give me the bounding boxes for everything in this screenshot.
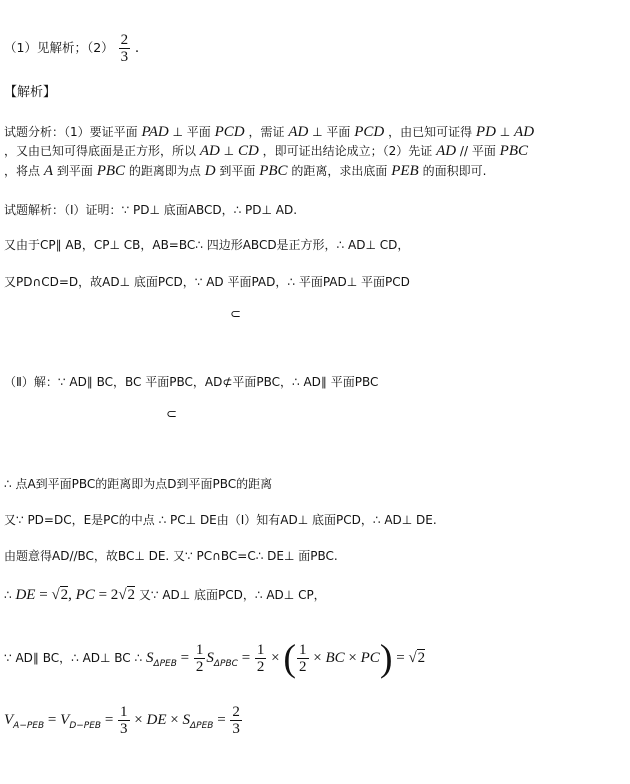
math: × bbox=[344, 650, 361, 666]
sqrt: √2 bbox=[51, 587, 69, 603]
text: ⊥ bbox=[223, 144, 235, 158]
math: PBC bbox=[96, 163, 126, 179]
math: = bbox=[237, 650, 254, 666]
solution-line-3: 又PD∩CD=D，故AD⊥ 底面PCD，∵ AD 平面PAD，∴ 平面PAD⊥ 平面PCD bbox=[4, 275, 410, 289]
subscript: D−PEB bbox=[69, 721, 102, 731]
solution-line-9 bbox=[4, 638, 425, 684]
numerator: 1 bbox=[299, 642, 307, 658]
math: PEB bbox=[391, 163, 419, 179]
subscript: ΔPEB bbox=[189, 721, 214, 731]
sqrt: √2 bbox=[408, 650, 426, 666]
text: ⊥ 平面 bbox=[312, 125, 351, 139]
math: PBC bbox=[259, 163, 288, 179]
subscript: A−PEB bbox=[13, 721, 45, 731]
math: = bbox=[101, 712, 118, 728]
fraction bbox=[230, 704, 242, 737]
solution-line-7: 由题意得AD//BC，故BC⊥ DE. 又∵ PC∩BC=C∴ DE⊥ 面PBC. bbox=[4, 549, 338, 563]
text: 的距离即为点 bbox=[128, 164, 201, 178]
math: DE bbox=[15, 587, 36, 603]
numerator: 1 bbox=[195, 642, 204, 658]
analysis-line-1 bbox=[4, 123, 534, 141]
text: ，需证 bbox=[248, 125, 285, 139]
text: ，又由已知可得底面是正方形，所以 bbox=[4, 144, 197, 158]
text: 到平面 bbox=[56, 164, 93, 178]
subscript: ΔPEB bbox=[153, 659, 177, 669]
text: 的距离，求出底面 bbox=[291, 164, 388, 178]
math: AD bbox=[514, 124, 535, 140]
solution-line-4: （Ⅱ）解：∵ AD∥ BC，BC 平面PBC，AD⊄平面PBC，∴ AD∥ 平面PBC bbox=[4, 375, 379, 389]
subscript: ΔPBC bbox=[213, 659, 238, 669]
answer-numerator: 2 bbox=[120, 32, 129, 48]
text: // 平面 bbox=[459, 144, 496, 158]
math: A bbox=[43, 163, 54, 179]
denominator: 3 bbox=[120, 721, 128, 737]
math: × bbox=[166, 712, 183, 728]
solution-line-5: ∴ 点A到平面PBC的距离即为点D到平面PBC的距离 bbox=[4, 477, 273, 491]
math: = 2 bbox=[94, 587, 119, 603]
text: ，即可证出结论成立；（2）先证 bbox=[262, 144, 433, 158]
numerator: 1 bbox=[120, 704, 128, 720]
sqrt: √2 bbox=[118, 587, 136, 603]
math: × bbox=[309, 650, 326, 666]
math: DE bbox=[146, 712, 167, 728]
math: AD bbox=[288, 124, 309, 140]
text: ⊥ 平面 bbox=[172, 125, 211, 139]
text: ，由已知可证得 bbox=[388, 125, 473, 139]
therefore-symbol: ∴ bbox=[4, 588, 12, 602]
solution-line-8 bbox=[4, 586, 326, 604]
radicand: 2 bbox=[127, 587, 136, 603]
subset-symbol: ⊂ bbox=[166, 407, 177, 422]
math: CD bbox=[237, 143, 259, 159]
math: PBC bbox=[499, 143, 528, 159]
solution-line-6: 又∵ PD=DC，E是PC的中点 ∴ PC⊥ DE由（Ⅰ）知有AD⊥ 底面PCD，∴ AD⊥ DE. bbox=[4, 513, 437, 527]
math: V bbox=[4, 712, 14, 728]
numerator: 2 bbox=[232, 704, 240, 720]
solution-line-1: 试题解析：（Ⅰ）证明：∵ PD⊥ 底面ABCD，∴ PD⊥ AD. bbox=[4, 203, 298, 217]
fraction bbox=[297, 642, 309, 675]
math: = bbox=[213, 712, 230, 728]
fraction bbox=[255, 642, 267, 675]
math: = bbox=[392, 650, 409, 666]
math: S bbox=[182, 712, 190, 728]
numerator: 1 bbox=[256, 642, 265, 658]
text: ，将点 bbox=[4, 164, 41, 178]
math: S bbox=[206, 650, 214, 666]
denominator: 3 bbox=[232, 721, 240, 737]
answer-period: . bbox=[135, 40, 139, 56]
math: PAD bbox=[141, 124, 169, 140]
text: ∵ AD∥ BC，∴ AD⊥ BC ∴ bbox=[4, 651, 143, 665]
math: PCD bbox=[354, 124, 385, 140]
right-paren: ) bbox=[379, 637, 393, 680]
math: S bbox=[145, 650, 154, 666]
text: ⊥ bbox=[499, 125, 511, 139]
denominator: 2 bbox=[195, 659, 204, 675]
text: 试题分析：（1）要证平面 bbox=[4, 125, 138, 139]
fraction bbox=[118, 704, 130, 737]
math: = bbox=[44, 712, 61, 728]
answer-text: （1）见解析；（2） bbox=[4, 40, 114, 55]
text: 的面积即可. bbox=[422, 164, 487, 178]
answer-line bbox=[4, 32, 139, 65]
math: V bbox=[60, 712, 70, 728]
denominator: 2 bbox=[256, 659, 265, 675]
fraction bbox=[194, 642, 206, 675]
math: × bbox=[130, 712, 147, 728]
math: , bbox=[68, 587, 76, 603]
subset-symbol: ⊂ bbox=[230, 307, 241, 322]
left-paren: ( bbox=[283, 637, 297, 680]
math: × bbox=[267, 650, 284, 666]
radicand: 2 bbox=[60, 587, 69, 603]
denominator: 2 bbox=[299, 659, 307, 675]
solution-line-2: 又由于CP∥ AB，CP⊥ CB，AB=BC∴ 四边形ABCD是正方形，∴ AD⊥ CD， bbox=[4, 238, 410, 252]
math: = bbox=[35, 587, 52, 603]
radicand: 2 bbox=[417, 650, 426, 666]
math: AD bbox=[436, 143, 457, 159]
math: PD bbox=[475, 124, 496, 140]
answer-fraction bbox=[119, 32, 131, 65]
math: AD bbox=[199, 143, 220, 159]
text: 到平面 bbox=[219, 164, 256, 178]
math: PC bbox=[360, 650, 380, 666]
text: 又∵ AD⊥ 底面PCD，∴ AD⊥ CP， bbox=[138, 588, 326, 602]
math: D bbox=[204, 163, 216, 179]
analysis-heading: 【解析】 bbox=[4, 85, 57, 100]
analysis-line-3 bbox=[4, 162, 486, 180]
math: = bbox=[176, 650, 193, 666]
math: PC bbox=[75, 587, 95, 603]
answer-denominator: 3 bbox=[120, 49, 129, 65]
math: BC bbox=[325, 650, 345, 666]
math: PCD bbox=[214, 124, 245, 140]
solution-line-10 bbox=[4, 700, 243, 746]
analysis-line-2 bbox=[4, 142, 528, 160]
